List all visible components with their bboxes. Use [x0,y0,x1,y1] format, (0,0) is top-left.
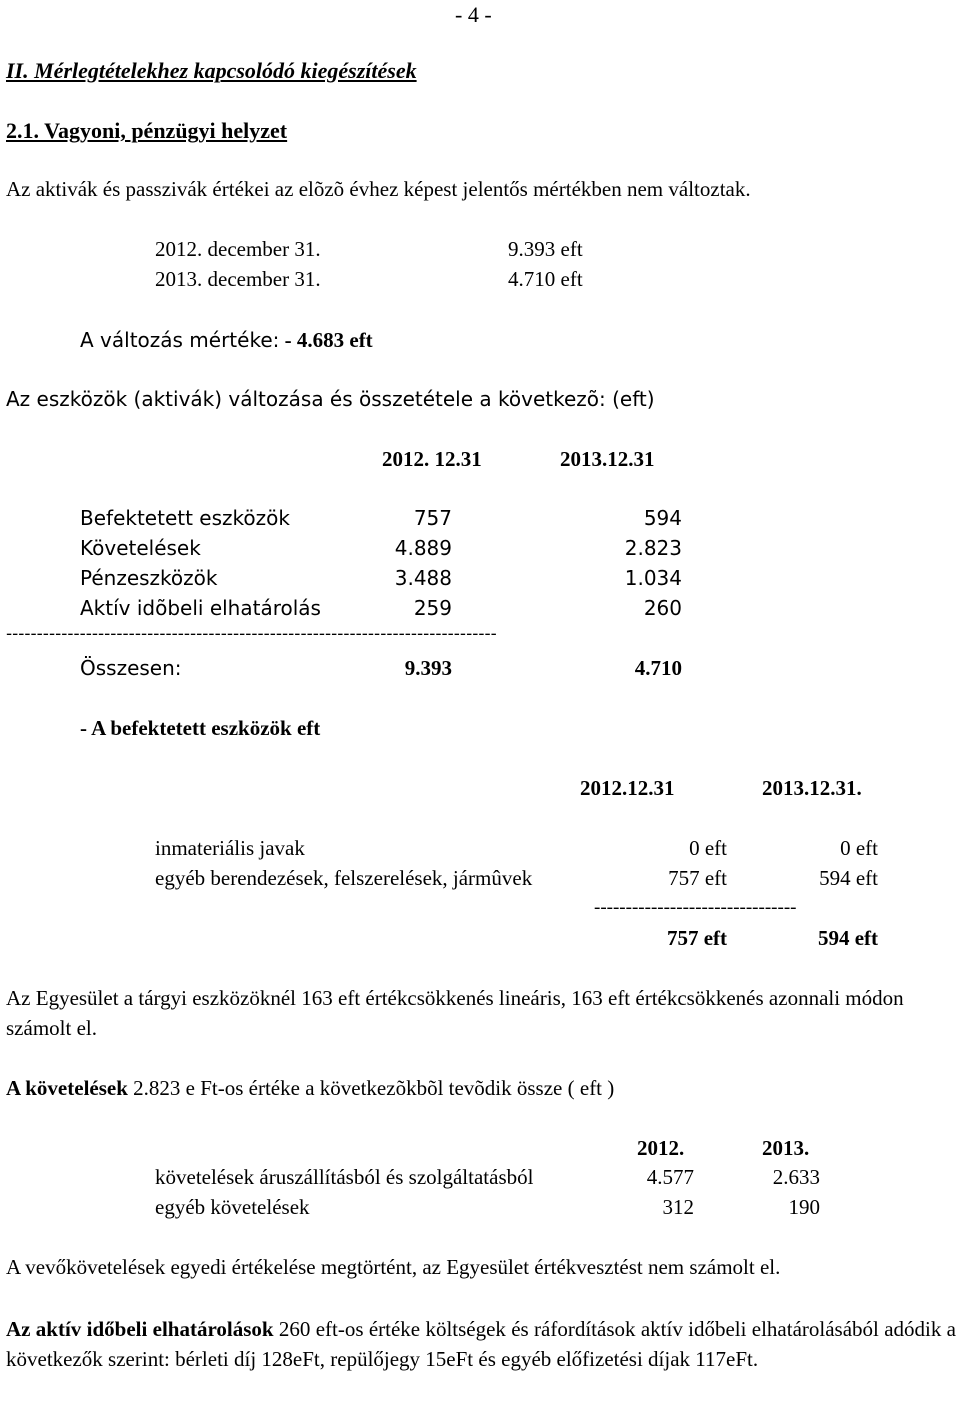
receivables-header-2012: 2012. [637,1136,685,1160]
assets-row-2013: 594 [643,506,682,530]
accruals-bold: Az aktív időbeli elhatárolások [6,1317,274,1341]
total-value-2013: 4.710 eft [508,267,583,291]
assets-header-2012: 2012. 12.31 [382,447,482,471]
accruals-rest: 260 eft-os értéke költségek és ráfordítások aktív időbeli elhatárolásából adódik a következők szerint: bérleti díj 128eFt, repülőjegy 15eFt és egyéb előfizetési díjak 117eFt. [6,1317,956,1371]
fixed-row-2012: 757 eft [668,866,727,890]
assets-row-label: Követelések [80,536,201,560]
assets-header-2013: 2013.12.31 [560,447,655,471]
receivables-row-2013: 2.633 [772,1165,820,1189]
assets-row-2012: 4.889 [394,536,452,560]
change-line [80,330,373,351]
assets-row-label: Befektetett eszközök [80,506,290,530]
intro-text: Az aktivák és passzivák értékei az elõzõ évhez képest jelentős mértékben nem változtak. [6,177,751,201]
fixed-row-label: inmateriális javak [155,836,305,860]
fixed-row-2012: 0 eft [689,836,727,860]
assets-row-2013: 1.034 [624,566,682,590]
receivables-row-label: követelések áruszállításból és szolgáltatásból [155,1165,534,1189]
receivables-row-2013: 190 [788,1195,820,1219]
change-label: A változás mértéke: [80,328,280,352]
assets-row-2012: 757 [413,506,452,530]
receivables-header-2013: 2013. [762,1136,810,1160]
assets-separator: -------------------------------------------------------------------------------- [6,626,497,643]
fixed-separator: -------------------------------- [594,898,797,917]
total-date-2012: 2012. december 31. [155,237,321,261]
section-title: II. Mérlegtételekhez kapcsolódó kiegészítések [6,58,417,83]
fixed-total-2013: 594 eft [817,926,878,950]
assets-row-label: Aktív idõbeli elhatárolás [80,596,321,620]
change-value: - 4.683 eft [284,328,373,352]
assets-row-label: Pénzeszközök [80,566,218,590]
total-value-2012: 9.393 eft [508,237,583,261]
assets-total-2012: 9.393 [404,656,452,680]
fixed-row-2013: 594 eft [819,866,878,890]
fixed-total-2012: 757 eft [666,926,727,950]
receivables-heading-bold: A követelések [6,1076,128,1100]
assets-row-2012: 3.488 [394,566,452,590]
receivables-row-label: egyéb követelések [155,1195,310,1219]
receivables-row-2012: 312 [662,1195,694,1219]
assets-total-label: Összesen: [80,656,182,680]
assets-row-2013: 2.823 [624,536,682,560]
receivables-row-2012: 4.577 [646,1165,694,1189]
fixed-row-2013: 0 eft [840,836,878,860]
receivables-heading [6,1078,614,1099]
fixed-header-2013: 2013.12.31. [762,776,862,800]
depreciation-text: Az Egyesület a tárgyi eszközöknél 163 eft értékcsökkenés lineáris, 163 eft értékcsökkenés azonnali módon számolt el. [6,986,904,1040]
assets-row-2013: 260 [643,596,682,620]
assets-row-2012: 259 [413,596,452,620]
valuation-text: A vevőkövetelések egyedi értékelése megtörtént, az Egyesület értékvesztést nem számolt el. [6,1255,781,1279]
receivables-heading-rest: 2.823 e Ft-os értéke a következõkbõl tevõdik össze ( eft ) [127,1076,615,1100]
fixed-row-label: egyéb berendezések, felszerelések, jármûvek [155,866,533,890]
assets-total-2013: 4.710 [634,656,682,680]
assets-heading: Az eszközök (aktivák) változása és összetétele a következõ: (eft) [6,387,655,411]
page-number: - 4 - [455,2,492,27]
accruals-paragraph [6,1314,956,1374]
subsection-title: 2.1. Vagyoni, pénzügyi helyzet [6,118,288,143]
total-date-2013: 2013. december 31. [155,267,321,291]
fixed-header-2012: 2012.12.31 [580,776,675,800]
fixed-assets-heading: - A befektetett eszközök eft [80,716,321,740]
